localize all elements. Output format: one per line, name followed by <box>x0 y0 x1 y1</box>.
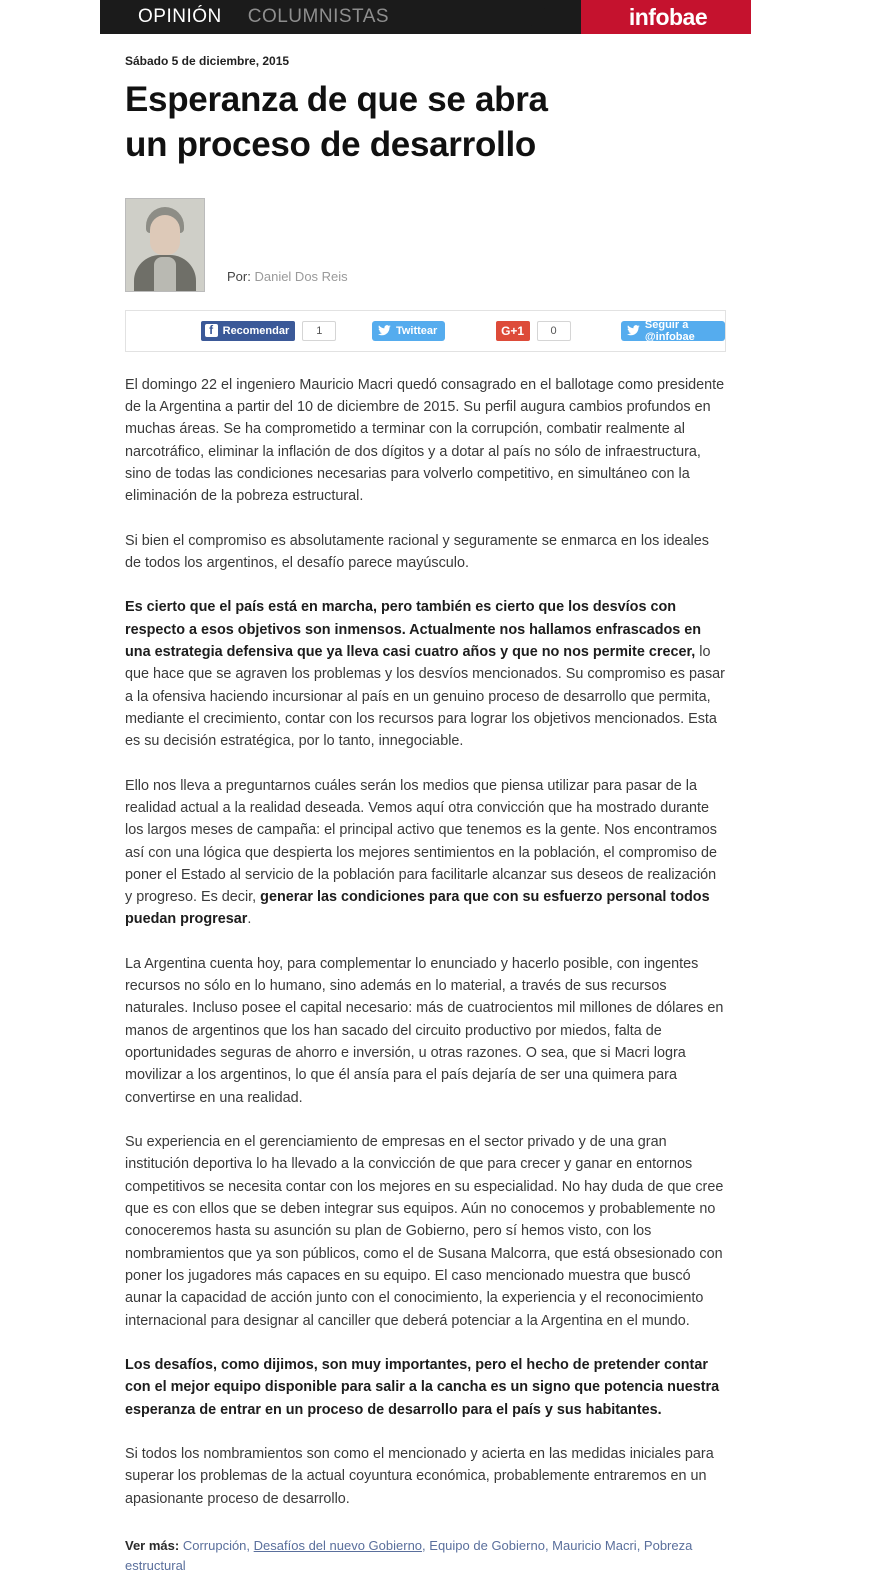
facebook-recommend-label: Recomendar <box>222 324 290 337</box>
byline <box>100 168 751 292</box>
tag-link-desafios-del-nuevo-gobierno[interactable]: Desafíos del nuevo Gobierno <box>253 1538 423 1554</box>
paragraph-7 <box>125 1354 726 1421</box>
paragraph-2: Si bien el compromiso es absolutamente racional y seguramente se enmarca en los ideales de todos los argentinos, el desafío parece mayúsculo. <box>125 532 709 571</box>
headline-line-1: Esperanza de que se abra <box>125 80 548 119</box>
article-body <box>100 374 751 1510</box>
twitter-share-group <box>372 321 445 341</box>
twitter-tweet-label: Twittear <box>395 324 438 337</box>
tag-separator-2: , <box>422 1538 430 1554</box>
section-nav <box>100 0 389 34</box>
tag-link-equipo-de-gobierno[interactable]: Equipo de Gobierno <box>429 1538 545 1554</box>
page-title <box>100 78 751 168</box>
twitter-bird-icon-follow <box>627 325 640 336</box>
tag-link-mauricio-macri[interactable]: Mauricio Macri <box>552 1538 637 1554</box>
paragraph-4 <box>125 775 726 931</box>
byline-prefix: Por: <box>227 268 251 284</box>
twitter-tweet-button[interactable] <box>372 321 445 341</box>
tag-separator-4: , <box>636 1538 644 1554</box>
paragraph-4-end: . <box>247 911 252 928</box>
paragraph-7-bold: Los desafíos, como dijimos, son muy importantes, pero el hecho de pretender contar con el mejor equipo disponible para salir a la cancha es un signo que potencia nuestra esperanza de entrar en un proceso de desarrollo para el país y sus habitantes. <box>125 1357 720 1418</box>
paragraph-6: Su experiencia en el gerenciamiento de empresas en el sector privado y de una gran institución deportiva lo ha llevado a la convicción de que para crecer y ganar en entornos competitivos se necesita contar con los mejores en su especialidad. No hay duda de que cree que es con ellos que se deben integrar sus equipos. Aún no conocemos y probablemente no conoceremos hasta su asunción su plan de Gobierno, pero sí hemos visto, con los nombramientos que ya son públicos, como el de Susana Malcorra, que está obsesionado con poner los jugadores más capaces en su equipo. El caso mencionado muestra que buscó aunar la capacidad de acción junto con el conocimiento, la experiencia y el reconocimiento internacional para designar al canciller que deberá potenciar a la Argentina en el mundo. <box>125 1134 724 1329</box>
tags-label: Ver más: <box>125 1538 180 1554</box>
facebook-share-group <box>201 321 337 341</box>
twitter-bird-icon <box>378 325 391 336</box>
google-plus-count: 0 <box>537 321 571 341</box>
facebook-share-count: 1 <box>302 321 336 341</box>
article-container <box>100 34 751 1576</box>
twitter-follow-label: Seguir a @infobae <box>644 318 695 343</box>
paragraph-3-rest: lo que hace que se agraven los problemas y los desvíos mencionados. Su compromiso es pasar a la ofensiva haciendo incursionar al país en un genuino proceso de desarrollo que permita, mediante el crecimiento, contar con los recursos para lograr los objetivos mencionados. Esta es su decisión estratégica, por lo tanto, innegociable. <box>125 643 725 750</box>
headline-line-2: un proceso de desarrollo <box>125 124 536 164</box>
tag-link-pobreza-estructural[interactable]: Pobreza estructural <box>125 1538 693 1574</box>
paragraph-5: La Argentina cuenta hoy, para complementar lo enunciado y hacerlo posible, con ingentes recursos no sólo en lo humano, sino además en lo material, a través de sus recursos naturales. Incluso posee el capital necesario: más de cuatrocientos mil millones de dólares en manos de argentinos que los han sacado del circuito productivo por miedos, falta de oportunidades seguras de ahorro e inversión, u otras razones. O sea, que si Macri logra movilizar a los argentinos, lo que él ansía para el país dejaría de ser una quimera para convertirse en una realidad. <box>125 955 724 1106</box>
brand-logo-text: infobae <box>628 3 708 30</box>
facebook-recommend-button[interactable] <box>201 321 296 341</box>
tag-separator-3: , <box>544 1538 553 1554</box>
article-date: Sábado 5 de diciembre, 2015 <box>125 54 290 68</box>
author-name[interactable]: Daniel Dos Reis <box>254 268 348 284</box>
nav-item-columnistas[interactable]: COLUMNISTAS <box>247 6 390 27</box>
paragraph-4-bold: generar las condiciones para que con su esfuerzo personal todos puedan progresar <box>125 889 710 928</box>
brand-logo[interactable] <box>551 0 751 34</box>
paragraph-3-bold: Es cierto que el país está en marcha, pero también es cierto que los desvíos con respecto a esos objetivos son inmensos. Actualmente nos hallamos enfrascados en una estrategia defensiva que ya lleva casi cuatro años y que no nos permite crecer, <box>125 599 702 660</box>
avatar <box>125 198 205 292</box>
tag-link-corrupcion[interactable]: Corrupción <box>182 1538 247 1554</box>
site-header <box>100 0 751 34</box>
paragraph-4-lead: Ello nos lleva a preguntarnos cuáles serán los medios que piensa utilizar para pasar de la realidad actual a la realidad deseada. Vemos aquí otra convicción que ha mostrado durante los largos meses de campaña: el principal activo que tenemos es la gente. Nos encontramos así con una lógica que despierta los mejores sentimientos en la población, el compromiso de poner el Estado al servicio de la población para facilitarle alcanzar sus deseos de realización y progreso. Es decir, <box>125 777 717 906</box>
google-plus-button[interactable]: G+1 <box>496 321 530 341</box>
nav-item-opinion[interactable]: OPINIÓN <box>138 6 222 27</box>
tag-separator-1: , <box>246 1538 254 1554</box>
google-plus-group <box>496 321 571 341</box>
paragraph-8: Si todos los nombramientos son como el mencionado y acierta en las medidas iniciales para superar los problemas de la actual coyuntura económica, probablemente entraremos en un apasionante proceso de desarrollo. <box>125 1446 714 1507</box>
social-share-bar <box>125 310 726 352</box>
byline-text <box>227 269 348 292</box>
facebook-f-icon: f <box>205 324 218 337</box>
paragraph-3 <box>125 596 726 752</box>
twitter-follow-group <box>621 318 725 343</box>
tags-section <box>100 1532 751 1576</box>
twitter-follow-button[interactable] <box>621 318 725 343</box>
paragraph-1: El domingo 22 el ingeniero Mauricio Macri quedó consagrado en el ballotage como presidente de la Argentina a partir del 10 de diciembre de 2015. Su perfil augura cambios profundos en muchas áreas. Se ha comprometido a terminar con la corrupción, combatir realmente al narcotráfico, eliminar la inflación de dos dígitos y a dotar al país no sólo de infraestructura, sino de todas las condiciones necesarias para volverlo competitivo, en simultáneo con la eliminación de la pobreza estructural. <box>125 376 725 505</box>
